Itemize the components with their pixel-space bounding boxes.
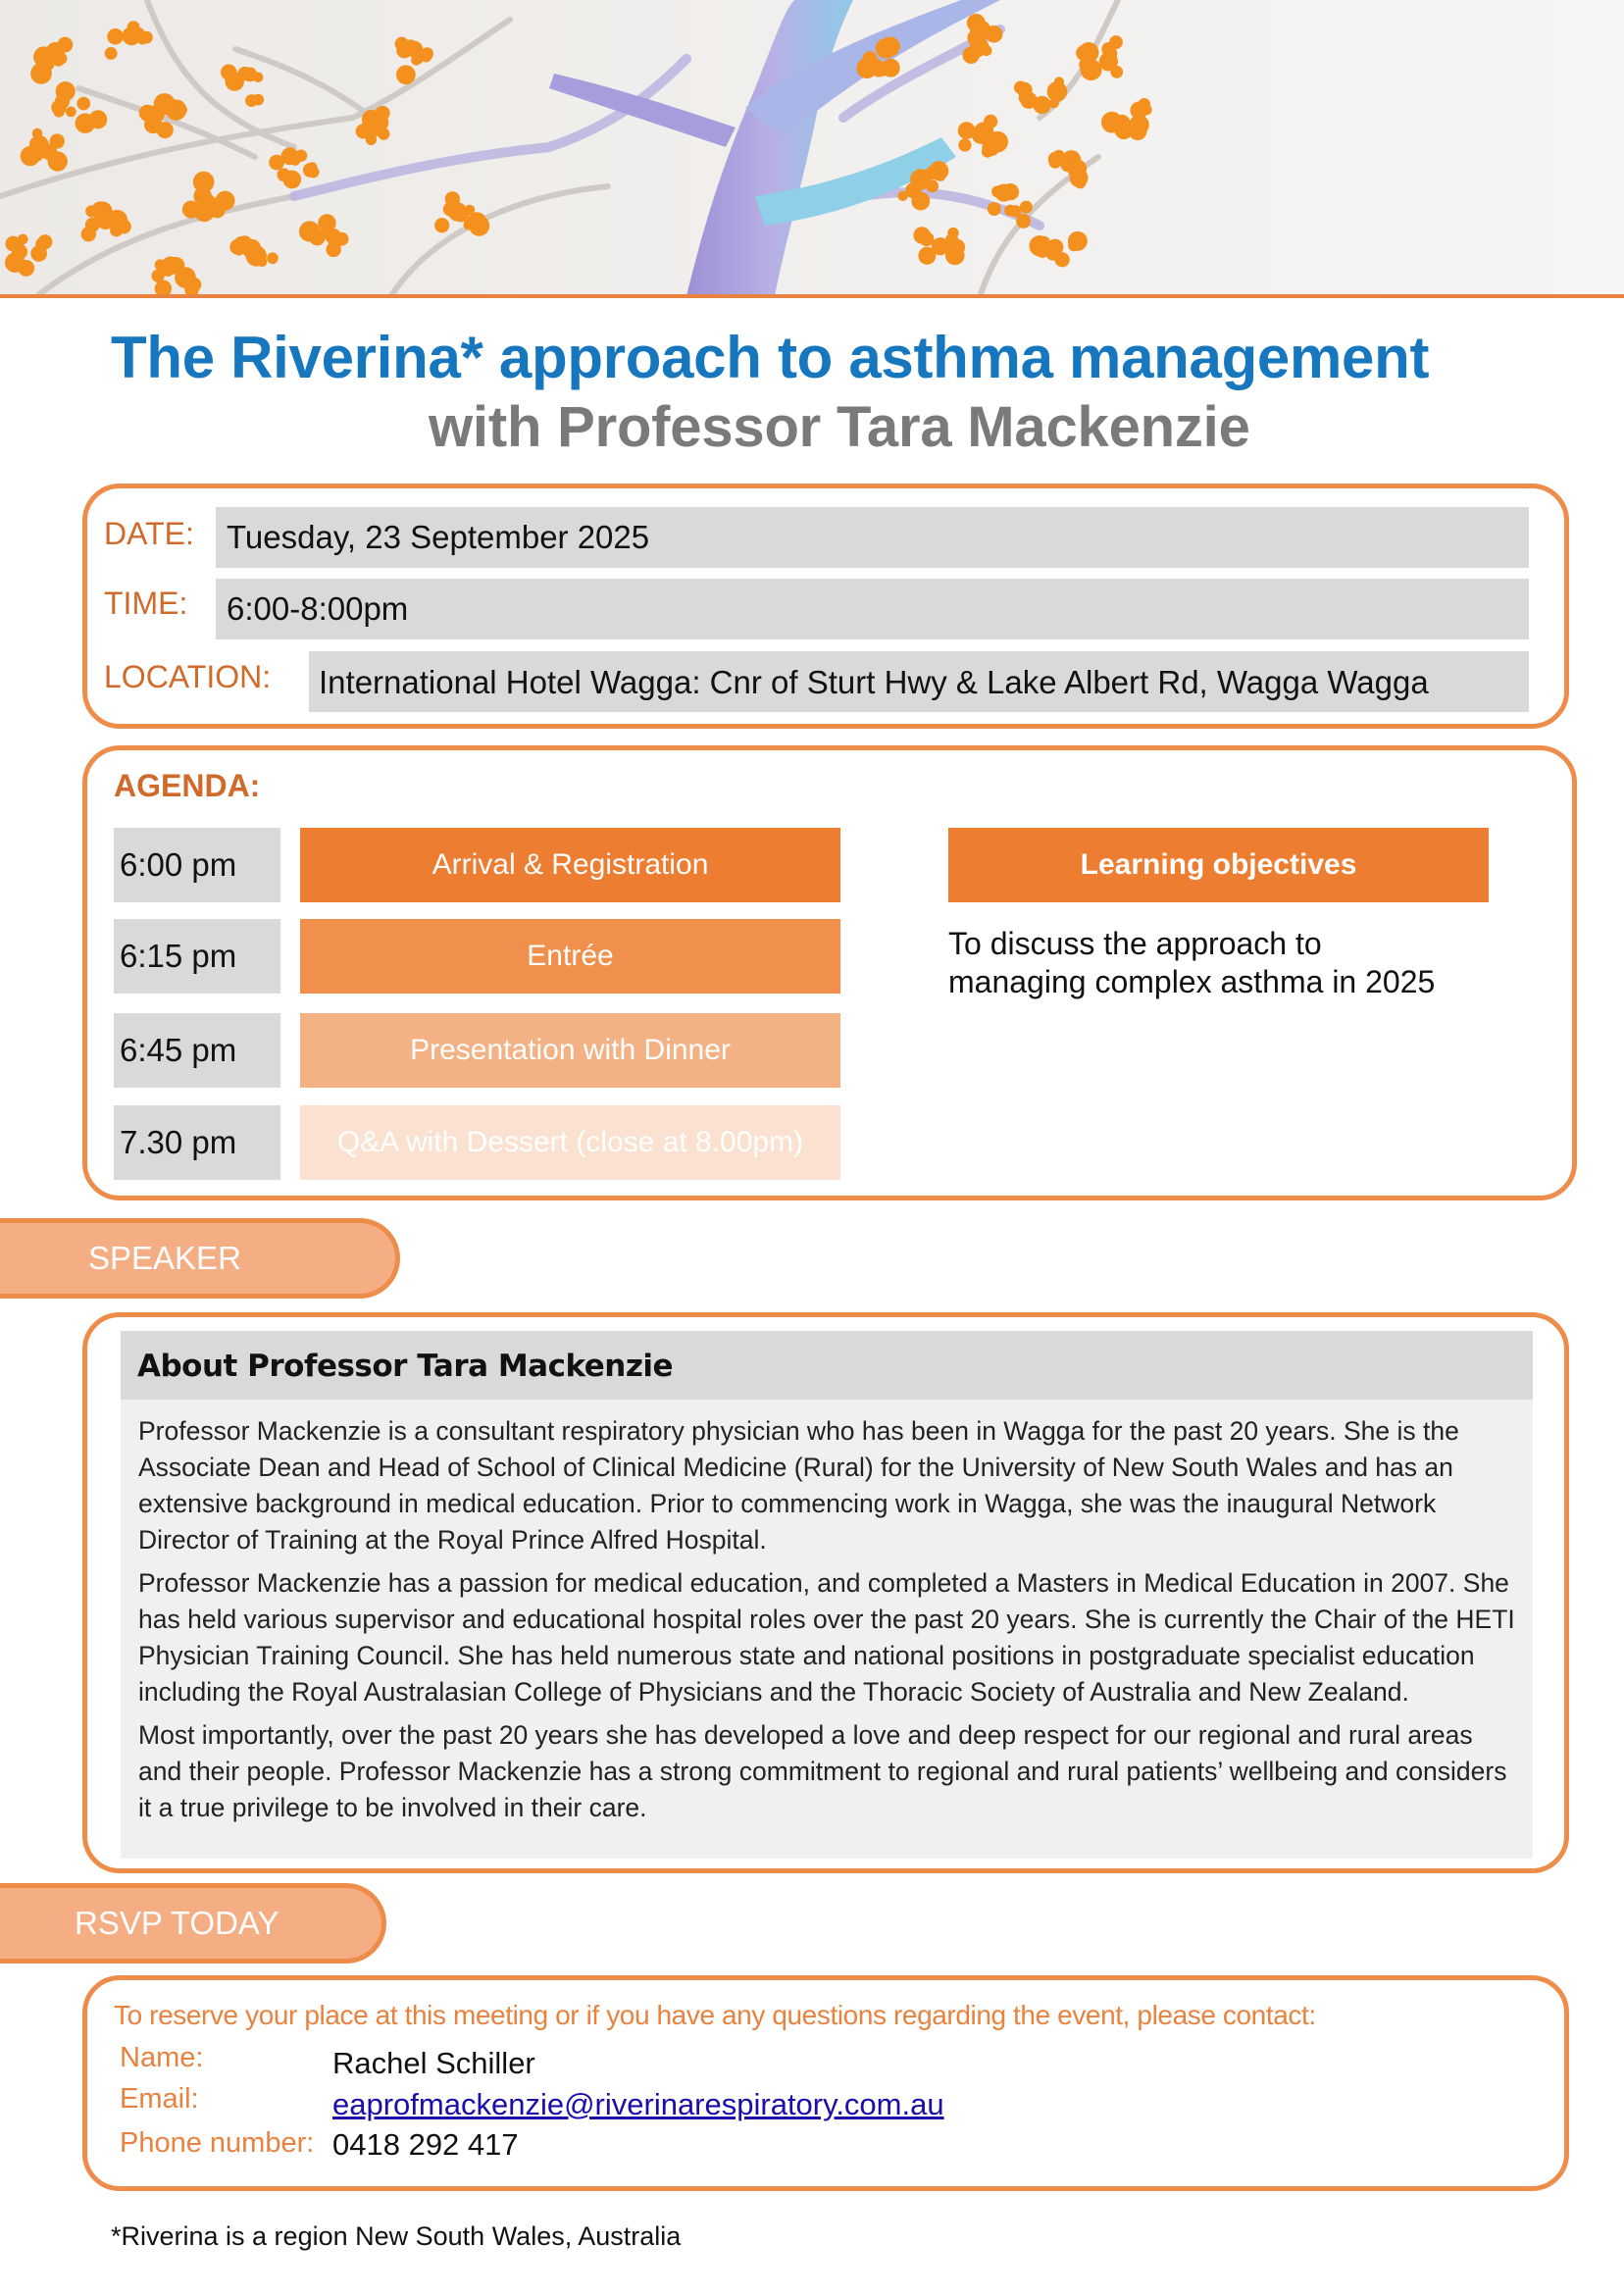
page-subtitle: with Professor Tara Mackenzie	[429, 395, 1250, 459]
orange-dot	[413, 53, 424, 64]
bio-paragraph-2: Professor Mackenzie has a passion for medical education, and completed a Masters in Medical Education in 2007. She has held various supervisor and educational hospital roles over the past 20 years. She is currently the Chair of the HETI Physician Training Council. She has held numerous state and national positions in postgraduate specialist education including the Royal Australasian College of Physicians and the Thoracic Society of Australia and New Zealand.	[138, 1568, 1515, 1707]
orange-dot	[880, 43, 894, 58]
about-heading: About Professor Tara Mackenzie	[137, 1349, 674, 1384]
agenda-time-4: 7.30 pm	[114, 1105, 280, 1180]
orange-dot	[144, 116, 162, 133]
orange-dot	[277, 168, 290, 181]
rsvp-box	[82, 1975, 1569, 2191]
about-heading-bar	[121, 1331, 1533, 1400]
orange-dot	[156, 95, 176, 115]
orange-dot	[967, 14, 986, 32]
orange-dot	[21, 146, 40, 166]
orange-dot	[76, 117, 86, 127]
agenda-time-1: 6:00 pm	[114, 828, 280, 902]
orange-dot	[958, 122, 976, 139]
orange-dot	[1138, 98, 1150, 111]
orange-dot	[323, 227, 333, 237]
rsvp-intro: To reserve your place at this meeting or if you have any questions regarding the event, please contact:	[114, 2000, 1316, 2030]
orange-dot	[55, 53, 67, 65]
orange-dot	[117, 219, 131, 233]
orange-dot	[299, 221, 320, 241]
orange-dot	[1070, 238, 1082, 250]
orange-dot	[175, 267, 196, 288]
speaker-box	[82, 1312, 1569, 1873]
orange-dot	[448, 202, 467, 221]
objectives-line-1: To discuss the approach to	[948, 926, 1322, 961]
time-value: 6:00-8:00pm	[227, 590, 409, 627]
orange-dot	[127, 21, 140, 33]
orange-dot	[161, 263, 175, 277]
orange-dot	[981, 45, 991, 56]
orange-dot	[1020, 201, 1033, 214]
speaker-tab-label: SPEAKER	[88, 1240, 241, 1276]
orange-dot	[1075, 178, 1086, 188]
contact-email-link[interactable]: eaprofmackenzie@riverinarespiratory.com.au	[332, 2087, 944, 2121]
orange-dot	[916, 174, 927, 184]
banner-image	[0, 0, 1624, 296]
date-label: DATE:	[104, 516, 194, 551]
orange-dot	[978, 125, 990, 136]
orange-dot	[1048, 151, 1064, 167]
orange-dot	[1037, 247, 1047, 258]
contact-email-label: Email:	[120, 2083, 199, 2115]
orange-dot	[945, 233, 959, 247]
orange-dot	[178, 105, 187, 115]
orange-dot	[97, 214, 113, 230]
orange-dot	[396, 65, 416, 84]
orange-dot	[1101, 112, 1123, 133]
orange-dot	[41, 143, 58, 160]
orange-dot	[66, 107, 76, 118]
rsvp-tab	[0, 1883, 386, 1964]
orange-dot	[57, 37, 73, 53]
orange-dot	[376, 106, 390, 121]
orange-dot	[105, 47, 118, 60]
orange-dot	[367, 119, 380, 131]
date-value-cell	[216, 507, 1529, 568]
orange-dot	[1110, 66, 1123, 78]
orange-dot	[988, 202, 1001, 216]
learning-objectives-heading: Learning objectives	[948, 828, 1489, 902]
contact-name-value: Rachel Schiller	[332, 2046, 535, 2080]
orange-dot	[18, 234, 28, 245]
orange-dot	[326, 242, 340, 257]
orange-dot	[38, 234, 53, 249]
bio-paragraph-1: Professor Mackenzie is a consultant respiratory physician who has been in Wagga for the past 20 years. She is the Associate Dean and Head of School of Clinical Medicine (Rural) for the University of New South Wales and has an extensive background in medical education. Prior to commencing work in Wagga, she was the inaugural Network Director of Training at the Royal Prince Alfred Hospital.	[138, 1416, 1459, 1555]
speaker-tab	[0, 1218, 400, 1299]
bio-paragraph-3: Most importantly, over the past 20 years she has developed a love and deep respect for our regional and rural areas and their people. Professor Mackenzie has a strong commitment to regional and rural patients’ wellbeing and considers it a true privilege to be involved in their care.	[138, 1720, 1507, 1822]
orange-dot	[107, 28, 124, 45]
orange-dot	[76, 97, 90, 111]
orange-dot	[378, 128, 389, 139]
orange-dot	[1101, 42, 1115, 56]
contact-phone-label: Phone number:	[120, 2127, 315, 2159]
orange-dot	[1131, 128, 1141, 138]
orange-dot	[242, 239, 262, 259]
orange-dot	[88, 110, 107, 128]
event-details-box	[82, 484, 1569, 729]
location-value: International Hotel Wagga: Cnr of Sturt Hwy & Lake Albert Rd, Wagga Wagga	[319, 664, 1429, 700]
agenda-heading: AGENDA:	[114, 768, 261, 803]
about-box	[121, 1331, 1533, 1859]
time-value-cell	[216, 579, 1529, 639]
rsvp-tab-label: RSVP TODAY	[75, 1905, 279, 1941]
learning-objectives-text	[948, 925, 1435, 1001]
page-title: The Riverina* approach to asthma management	[111, 325, 1430, 390]
contact-name-label: Name:	[120, 2042, 204, 2073]
agenda-item-1: Arrival & Registration	[300, 828, 840, 902]
location-label: LOCATION:	[104, 659, 272, 694]
about-body	[138, 1413, 1515, 1833]
location-value-cell	[309, 651, 1529, 712]
orange-dot	[467, 212, 486, 231]
orange-dot	[926, 179, 939, 192]
orange-dot	[991, 185, 1003, 197]
orange-dot	[5, 253, 25, 273]
orange-dot	[919, 231, 934, 246]
footnote: *Riverina is a region New South Wales, Australia	[111, 2221, 682, 2251]
orange-dot	[243, 68, 258, 82]
time-label: TIME:	[104, 586, 188, 621]
orange-dot	[303, 163, 318, 178]
orange-dot	[1081, 59, 1102, 80]
orange-dot	[982, 145, 993, 157]
orange-dot	[1041, 100, 1051, 110]
orange-dot	[193, 172, 215, 193]
orange-dot	[208, 198, 224, 214]
agenda-item-2: Entrée	[300, 919, 840, 994]
orange-dot	[252, 94, 264, 106]
agenda-item-3: Presentation with Dinner	[300, 1013, 840, 1088]
date-value: Tuesday, 23 September 2025	[227, 519, 650, 555]
orange-dot	[958, 138, 971, 151]
agenda-box	[82, 745, 1577, 1200]
orange-dot	[434, 218, 449, 232]
orange-dot	[81, 227, 96, 241]
orange-dot	[1004, 186, 1015, 197]
banner-divider	[0, 294, 1624, 298]
orange-dot	[281, 147, 299, 165]
orange-dot	[1055, 252, 1070, 267]
orange-dot	[925, 166, 939, 179]
contact-phone-value: 0418 292 417	[332, 2127, 519, 2162]
orange-dot	[56, 81, 76, 101]
orange-dot	[862, 51, 877, 66]
objectives-line-2: managing complex asthma in 2025	[948, 964, 1436, 999]
orange-dot	[918, 247, 936, 265]
orange-dot	[33, 46, 54, 67]
orange-dot	[1047, 81, 1068, 102]
orange-dot	[226, 73, 235, 82]
agenda-item-4: Q&A with Dessert (close at 8.00pm)	[300, 1105, 840, 1180]
bronchial-tree-illustration	[0, 0, 1624, 296]
orange-dot	[267, 252, 279, 264]
agenda-time-3: 6:45 pm	[114, 1013, 280, 1088]
agenda-time-2: 6:15 pm	[114, 919, 280, 994]
orange-dot	[366, 134, 377, 145]
orange-dot	[1009, 205, 1021, 217]
orange-dot	[1019, 93, 1029, 103]
orange-dot	[905, 182, 922, 199]
